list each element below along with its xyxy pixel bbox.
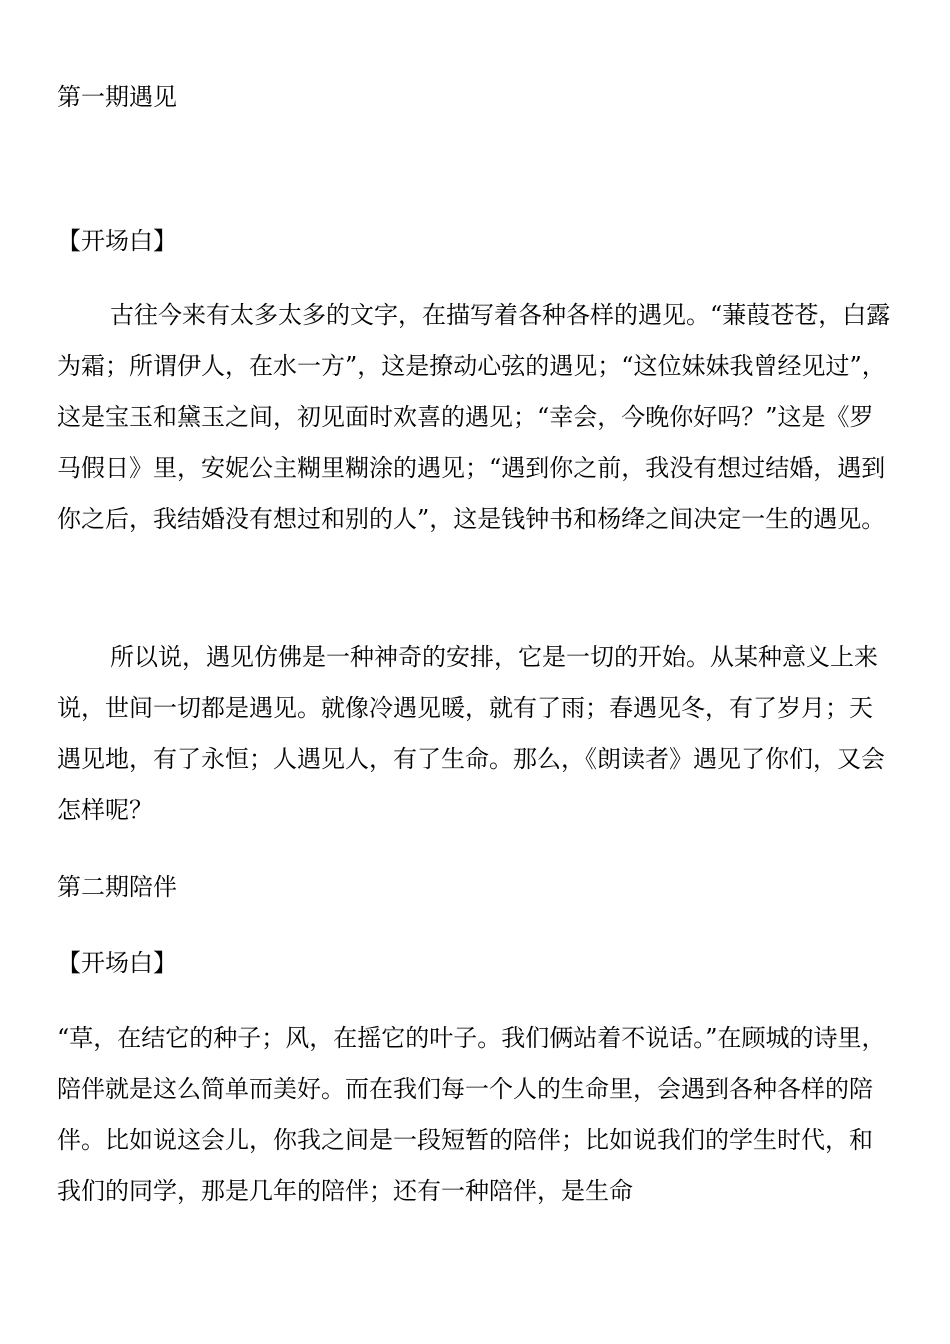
issue2-title: 第二期陪伴 bbox=[57, 873, 177, 901]
issue1-title: 第一期遇见 bbox=[57, 83, 177, 111]
issue2-heading: 【开场白】 bbox=[57, 949, 177, 977]
issue1-paragraph-1: 古往今来有太多太多的文字，在描写着各种各样的遇见。“蒹葭苍苍，白露为霜；所谓伊人，在水一方”，这是撩动心弦的遇见；“这位妹妹我曾经见过”，这是宝玉和黛玉之间，初见面时欢喜的遇见；“幸会，今晚你好吗？”这是《罗马假日》里，安妮公主糊里糊涂的遇见；“遇到你之前，我没有想过结婚，遇到你之后，我结婚没有想过和别的人”，这是钱钟书和杨绛之间决定一生的遇见。 bbox=[57, 301, 891, 533]
issue2-paragraph-1: “草，在结它的种子；风，在摇它的叶子。我们俩站着不说话。”在顾城的诗里，陪伴就是这么简单而美好。而在我们每一个人的生命里，会遇到各种各样的陪伴。比如说这会儿，你我之间是一段短暂的陪伴；比如说我们的学生时代，和我们的同学，那是几年的陪伴；还有一种陪伴，是生命 bbox=[57, 1024, 886, 1205]
issue1-paragraph-2: 所以说，遇见仿佛是一种神奇的安排，它是一切的开始。从某种意义上来说，世间一切都是遇见。就像冷遇见暖，就有了雨；春遇见冬，有了岁月；天遇见地，有了永恒；人遇见人，有了生命。那么，《朗读者》遇见了你们，又会怎样呢？ bbox=[57, 643, 885, 824]
issue1-heading: 【开场白】 bbox=[57, 227, 177, 255]
